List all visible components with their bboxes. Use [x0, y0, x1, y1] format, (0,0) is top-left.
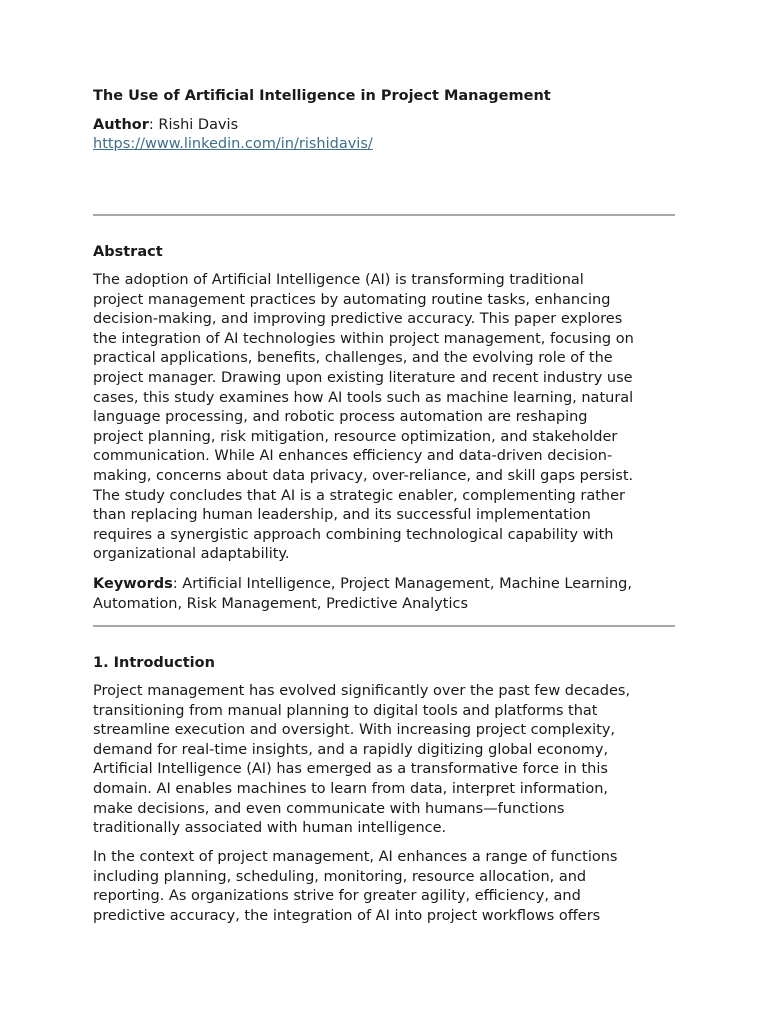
abstract-line: cases, this study examines how AI tools such as machine learning, natural — [93, 389, 634, 406]
section-divider — [93, 214, 675, 216]
abstract-line: communication. While AI enhances efficiency and data-driven decision- — [93, 448, 613, 465]
keywords-line — [93, 575, 675, 595]
abstract-heading: Abstract — [93, 244, 163, 260]
intro-line: reporting. As organizations strive for greater agility, efficiency, and — [93, 888, 581, 905]
keywords-block — [93, 575, 675, 614]
intro-line: demand for real-time insights, and a rapidly digitizing global economy, — [93, 741, 609, 758]
intro-line: In the context of project management, AI enhances a range of functions — [93, 849, 618, 865]
intro-line: predictive accuracy, the integration of AI into project workflows offers — [93, 907, 601, 924]
author-label: Author — [93, 117, 149, 133]
section-divider — [93, 625, 675, 627]
abstract-line: project management practices by automating routine tasks, enhancing — [93, 291, 611, 308]
introduction-paragraph-1 — [93, 682, 675, 839]
intro-line: traditionally associated with human intelligence. — [93, 820, 447, 837]
author-separator: : — [148, 117, 159, 133]
keywords-label: Keywords — [93, 576, 173, 592]
introduction-paragraph-2 — [93, 848, 675, 926]
abstract-line: organizational adaptability. — [93, 546, 290, 563]
abstract-line: the integration of AI technologies within project management, focusing on — [93, 330, 634, 347]
intro-line: including planning, scheduling, monitoring, resource allocation, and — [93, 868, 587, 885]
abstract-line: language processing, and robotic process automation are reshaping — [93, 409, 588, 426]
intro-line: make decisions, and even communicate with humans—functions — [93, 800, 565, 817]
intro-line: domain. AI enables machines to learn from data, interpret information, — [93, 780, 608, 797]
keywords-list-part-1: Artificial Intelligence, Project Management, Machine Learning, — [182, 576, 632, 592]
abstract-line: making, concerns about data privacy, over-reliance, and skill gaps persist. — [93, 467, 634, 484]
intro-line: Artificial Intelligence (AI) has emerged as a transformative force in this — [93, 761, 608, 778]
abstract-line: project manager. Drawing upon existing literature and recent industry use — [93, 369, 633, 386]
abstract-line: The adoption of Artificial Intelligence (AI) is transforming traditional — [93, 272, 584, 288]
author-profile-link[interactable]: https://www.linkedin.com/in/rishidavis/ — [93, 136, 373, 152]
author-line — [93, 116, 238, 135]
abstract-line: The study concludes that AI is a strategic enabler, complementing rather — [93, 487, 625, 504]
keywords-list-part-2: Automation, Risk Management, Predictive Analytics — [93, 595, 468, 612]
abstract-line: practical applications, benefits, challenges, and the evolving role of the — [93, 350, 613, 367]
introduction-heading: 1. Introduction — [93, 655, 215, 671]
author-name: Rishi Davis — [158, 117, 239, 133]
abstract-line: project planning, risk mitigation, resource optimization, and stakeholder — [93, 428, 618, 445]
intro-line: transitioning from manual planning to digital tools and platforms that — [93, 702, 598, 719]
intro-line: streamline execution and oversight. With increasing project complexity, — [93, 722, 616, 739]
abstract-paragraph — [93, 271, 675, 565]
intro-line: Project management has evolved significantly over the past few decades, — [93, 683, 631, 699]
document-title: The Use of Artificial Intelligence in Project Management — [93, 88, 551, 104]
abstract-line: decision-making, and improving predictive accuracy. This paper explores — [93, 311, 623, 328]
keywords-separator: : — [172, 576, 183, 592]
abstract-line: than replacing human leadership, and its successful implementation — [93, 507, 591, 524]
abstract-line: requires a synergistic approach combining technological capability with — [93, 526, 614, 543]
